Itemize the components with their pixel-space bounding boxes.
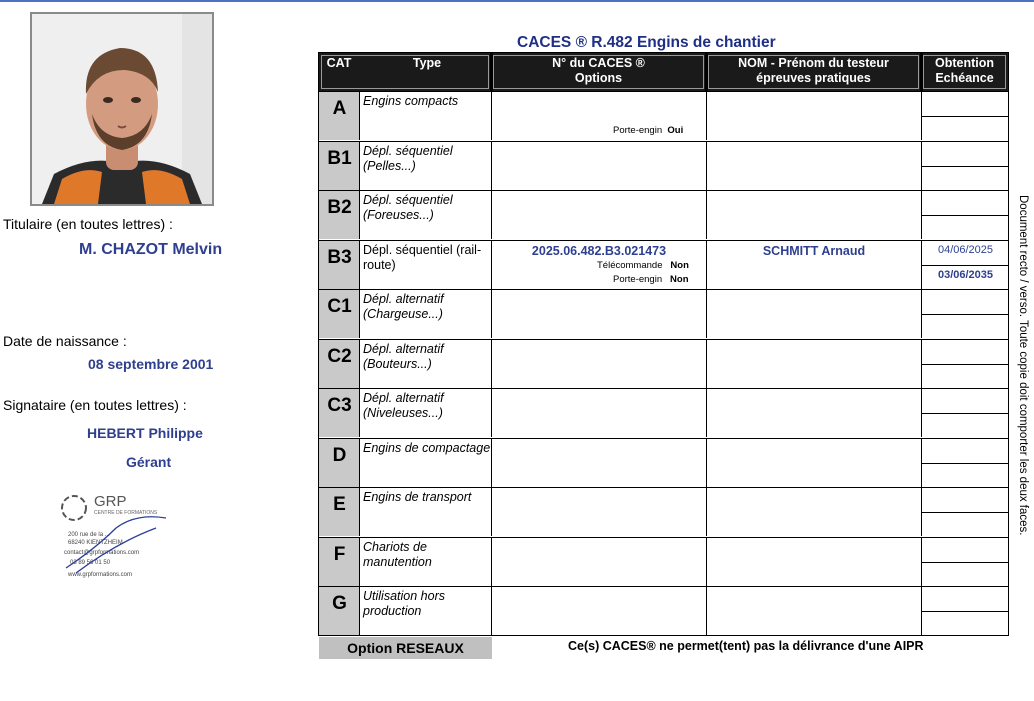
obtention-date: 04/06/2025 bbox=[937, 244, 994, 256]
echeance-date: 03/06/2035 bbox=[937, 269, 994, 281]
stamp-address1: 200 rue de la ... bbox=[68, 532, 110, 538]
row-cat: D bbox=[332, 445, 347, 466]
table-row bbox=[319, 438, 1008, 487]
stamp-subtitle: CENTRE DE FORMATIONS bbox=[94, 510, 158, 516]
row-cat: F bbox=[333, 544, 346, 565]
tester-name: SCHMITT Arnaud bbox=[762, 244, 866, 258]
header-type: Type bbox=[412, 56, 442, 70]
option-reseaux: Option RESEAUX bbox=[319, 637, 492, 659]
row-cat: C3 bbox=[327, 395, 352, 416]
row-cat: G bbox=[332, 593, 347, 614]
table-row bbox=[319, 190, 1008, 239]
row-type: Engins de transport bbox=[363, 490, 472, 504]
stamp-phone: 03 89 56 01 50 bbox=[70, 560, 111, 566]
table-row bbox=[319, 289, 1008, 338]
header-tester-line2: épreuves pratiques bbox=[756, 71, 871, 85]
stamp-graphic bbox=[56, 488, 176, 588]
signatory-name: HEBERT Philippe bbox=[87, 425, 203, 441]
row-type: Engins de compactage bbox=[363, 441, 491, 455]
row-cat: A bbox=[332, 98, 347, 119]
holder-label: Titulaire (en toutes lettres) : bbox=[3, 216, 173, 232]
table-row bbox=[319, 537, 1008, 586]
side-note bbox=[1015, 195, 1031, 540]
stamp-web: www.grpformations.com bbox=[68, 572, 133, 578]
table-row bbox=[319, 240, 1008, 289]
header-number-line1: N° du CACES ® bbox=[552, 56, 645, 70]
table-row bbox=[319, 586, 1008, 635]
header-number bbox=[493, 53, 704, 91]
row-type: Utilisation hors production bbox=[363, 589, 445, 618]
header-date-line2: Echéance bbox=[935, 71, 994, 85]
birth-date-value: 08 septembre 2001 bbox=[88, 356, 214, 372]
stamp-email: contact@grpformations.com bbox=[64, 550, 140, 556]
row-type: Chariots de manutention bbox=[363, 540, 432, 569]
company-stamp bbox=[56, 488, 176, 588]
table-header bbox=[319, 53, 1008, 91]
row-cat: B2 bbox=[327, 197, 352, 218]
table-row bbox=[319, 487, 1008, 536]
row-option bbox=[597, 260, 689, 271]
portrait-image bbox=[32, 14, 212, 204]
row-type: Dépl. alternatif (Niveleuses...) bbox=[363, 391, 444, 420]
row-cat: C2 bbox=[327, 346, 352, 367]
table-row bbox=[319, 388, 1008, 437]
option-value: Non bbox=[670, 260, 689, 271]
row-type: Dépl. alternatif (Chargeuse...) bbox=[363, 292, 444, 321]
row-cat: B1 bbox=[327, 148, 352, 169]
row-cat: C1 bbox=[327, 296, 352, 317]
top-border-line bbox=[0, 0, 1034, 2]
row-type: Dépl. séquentiel (rail-route) bbox=[363, 243, 482, 272]
birth-date-label: Date de naissance : bbox=[3, 333, 127, 349]
table-row bbox=[319, 91, 1008, 140]
stamp-address2: 68240 KIENTZHEIM bbox=[68, 540, 123, 546]
row-type: Dépl. séquentiel (Pelles...) bbox=[363, 144, 453, 173]
table-title: CACES ® R.482 Engins de chantier bbox=[517, 34, 776, 51]
option-label: Télécommande bbox=[597, 260, 663, 271]
signatory-label: Signataire (en toutes lettres) : bbox=[3, 397, 187, 413]
option-label: Porte-engin bbox=[613, 125, 663, 136]
header-tester-line1: NOM - Prénom du testeur bbox=[738, 56, 889, 70]
header-cat: CAT bbox=[326, 56, 352, 70]
holder-name: M. CHAZOT Melvin bbox=[79, 241, 223, 258]
option-label: Porte-engin bbox=[613, 274, 663, 285]
option-value: Oui bbox=[667, 125, 684, 136]
row-option bbox=[613, 125, 683, 136]
header-tester bbox=[708, 53, 919, 91]
row-type: Engins compacts bbox=[363, 94, 459, 108]
row-type: Dépl. séquentiel (Foreuses...) bbox=[363, 193, 453, 222]
stamp-brand: GRP bbox=[94, 493, 127, 510]
row-cat: E bbox=[333, 494, 346, 515]
option-value: Non bbox=[670, 274, 689, 285]
row-type: Dépl. alternatif (Bouteurs...) bbox=[363, 342, 444, 371]
aipr-note: Ce(s) CACES® ne permet(tent) pas la délivrance d'une AIPR bbox=[568, 639, 924, 653]
row-option bbox=[613, 274, 689, 285]
caces-number: 2025.06.482.B3.021473 bbox=[531, 244, 667, 258]
header-number-line2: Options bbox=[574, 71, 623, 85]
header-date-line1: Obtention bbox=[934, 56, 994, 70]
holder-photo bbox=[30, 12, 214, 206]
table-row bbox=[319, 339, 1008, 388]
signatory-role: Gérant bbox=[126, 454, 172, 470]
table-row bbox=[319, 141, 1008, 190]
header-dates bbox=[923, 53, 1006, 91]
row-cat: B3 bbox=[327, 247, 352, 268]
side-note-text: Document recto / verso. Toute copie doit comporter les deux faces. bbox=[1017, 195, 1029, 536]
caces-table bbox=[318, 52, 1009, 636]
